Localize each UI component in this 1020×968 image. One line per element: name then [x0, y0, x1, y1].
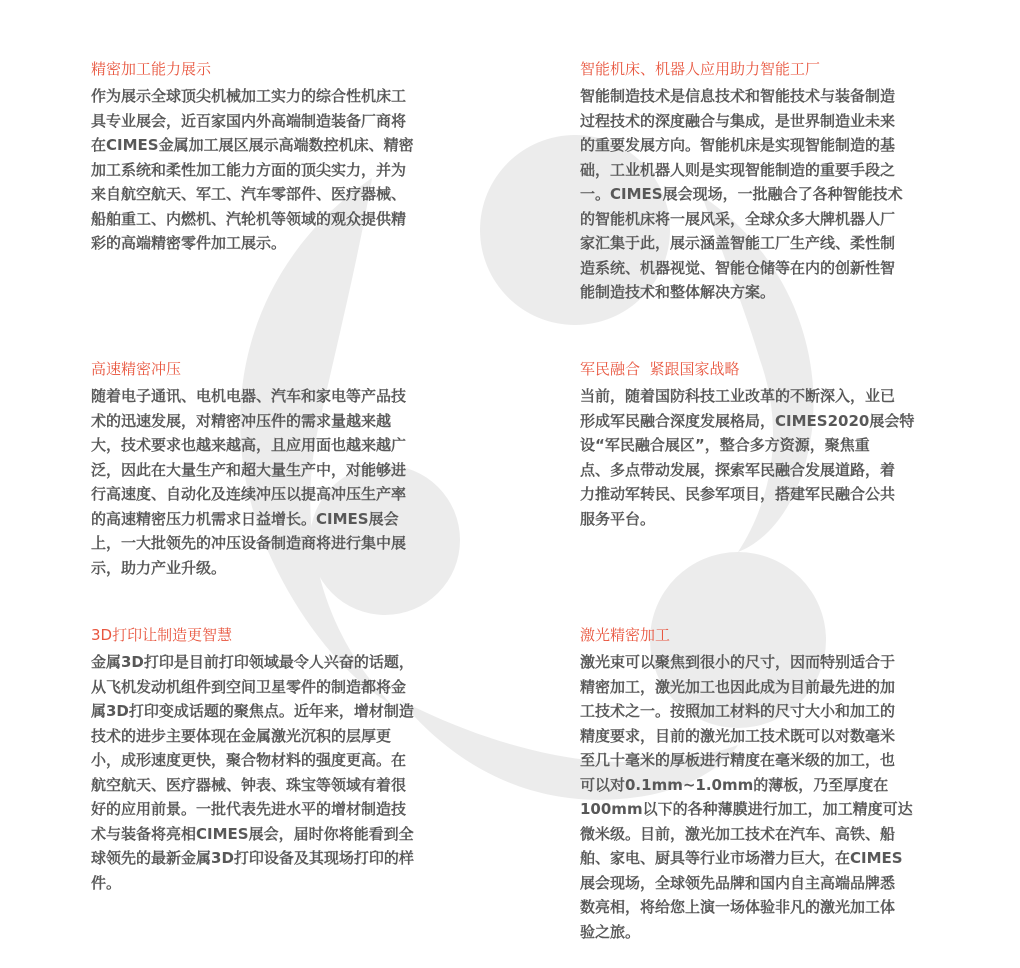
body-line: 作为展示全球顶尖机械加工实力的综合性机床工: [91, 87, 407, 105]
body-line: 球领先的最新金属3D打印设备及其现场打印的样: [91, 849, 414, 867]
body-line: 金属3D打印是目前打印领域最令人兴奋的话题，: [91, 653, 414, 671]
body-line: 具专业展会，近百家国内外高端制造装备厂商将: [91, 111, 407, 130]
body-line: 在CIMES金属加工展区展示高端数控机床、精密: [91, 136, 414, 154]
section-high-speed-stamping: [91, 360, 406, 580]
body-line: 泛，因此在大量生产和超大量生产中，对能够进: [91, 460, 407, 479]
body-line: 过程技术的深度融合与集成，是世界制造业未来: [580, 111, 896, 130]
body-line: 精度要求，目前的激光加工技术既可以对数毫米: [580, 726, 896, 745]
body-line: 件。: [91, 873, 122, 892]
section-body: [580, 384, 914, 531]
body-line: 数亮相，将给您上演一场体验非凡的激光加工体: [580, 898, 896, 916]
body-line: 行高速度、自动化及连续冲压以提高冲压生产率: [91, 485, 407, 503]
body-line: 100mm以下的各种薄膜进行加工，加工精度可达: [580, 800, 913, 818]
body-line: 彩的高端精密零件加工展示。: [91, 234, 287, 252]
body-line: 工技术之一。按照加工材料的尺寸大小和加工的: [580, 702, 896, 720]
body-line: 从飞机发动机组件到空间卫星零件的制造都将金: [91, 677, 407, 696]
body-line: 当前，随着国防科技工业改革的不断深入，业已: [580, 387, 896, 405]
section-precision-machining: [91, 60, 414, 256]
body-line: 航空航天、医疗器械、钟表、珠宝等领域有着很: [91, 775, 407, 794]
section-body: [580, 650, 913, 944]
section-body: [580, 84, 903, 305]
body-line: 来自航空航天、军工、汽车零部件、医疗器械、: [91, 185, 407, 203]
body-line: 展会现场，全球领先品牌和国内自主高端品牌悉: [580, 873, 896, 892]
body-line: 随着电子通讯、电机电器、汽车和家电等产品技: [91, 387, 407, 405]
body-line: 技术的进步主要体现在金属激光沉积的层厚更: [91, 726, 392, 745]
body-line: 的高速精密压力机需求日益增长。CIMES展会: [91, 509, 399, 528]
body-line: 点、多点带动发展，探索军民融合发展道路，着: [580, 460, 896, 479]
body-line: 精密加工，激光加工也因此成为目前最先进的加: [580, 677, 896, 696]
body-line: 设“军民融合展区”，整合多方资源，聚焦重: [580, 436, 870, 454]
body-line: 小，成形速度更快，聚合物材料的强度更高。在: [91, 751, 407, 769]
section-title: 高速精密冲压: [91, 360, 182, 378]
body-line: 上，一大批领先的冲压设备制造商将进行集中展: [91, 534, 407, 552]
body-line: 属3D打印变成话题的聚焦点。近年来，增材制造: [91, 702, 414, 720]
section-smart-machines-robots: [580, 60, 903, 305]
section-military-civil-fusion: [580, 360, 914, 531]
section-title: 智能机床、机器人应用助力智能工厂: [580, 60, 821, 78]
section-title: 军民融合 紧跟国家战略: [580, 360, 740, 378]
body-line: 服务平台。: [580, 509, 656, 528]
body-line: 好的应用前景。一批代表先进水平的增材制造技: [91, 800, 407, 818]
body-line: 术与装备将亮相CIMES展会，届时你将能看到全: [91, 824, 414, 843]
section-title: 精密加工能力展示: [91, 60, 212, 78]
body-line: 验之旅。: [580, 922, 641, 941]
body-line: 的重要发展方向。智能机床是实现智能制造的基: [580, 136, 896, 154]
body-line: 础，工业机器人则是实现智能制造的重要手段之: [580, 160, 896, 179]
body-line: 术的迅速发展，对精密冲压件的需求量越来越: [91, 411, 392, 430]
section-laser-precision: [580, 626, 913, 944]
body-line: 能制造技术和整体解决方案。: [580, 283, 776, 301]
body-line: 大，技术要求也越来越高，且应用面也越来越广: [91, 436, 407, 454]
body-line: 激光束可以聚焦到很小的尺寸，因而特别适合于: [580, 653, 896, 671]
body-line: 家汇集于此，展示涵盖智能工厂生产线、柔性制: [580, 234, 896, 252]
body-line: 造系统、机器视觉、智能仓储等在内的创新性智: [580, 258, 896, 277]
body-line: 智能制造技术是信息技术和智能技术与装备制造: [580, 87, 896, 105]
section-3d-printing: [91, 626, 414, 895]
body-line: 力推动军转民、民参军项目，搭建军民融合公共: [580, 485, 896, 503]
body-line: 示，助力产业升级。: [91, 558, 227, 577]
body-line: 形成军民融合深度发展格局，CIMES2020展会特: [580, 411, 915, 430]
body-line: 一。CIMES展会现场，一批融合了各种智能技术: [580, 185, 903, 203]
body-line: 微米级。目前，激光加工技术在汽车、高铁、船: [580, 824, 896, 843]
body-line: 舶、家电、厨具等行业市场潜力巨大，在CIMES: [580, 849, 903, 867]
body-line: 的智能机床将一展风采，全球众多大牌机器人厂: [580, 209, 896, 228]
body-line: 可以对0.1mm~1.0mm的薄板，乃至厚度在: [580, 775, 889, 794]
body-line: 加工系统和柔性加工能力方面的顶尖实力，并为: [91, 160, 407, 179]
section-body: [91, 650, 414, 895]
section-body: [91, 84, 414, 256]
body-line: 至几十毫米的厚板进行精度在毫米级的加工，也: [580, 751, 896, 769]
section-title: 激光精密加工: [580, 626, 671, 644]
section-title: 3D打印让制造更智慧: [91, 626, 233, 644]
body-line: 船舶重工、内燃机、汽轮机等领域的观众提供精: [91, 209, 407, 228]
section-body: [91, 384, 406, 580]
